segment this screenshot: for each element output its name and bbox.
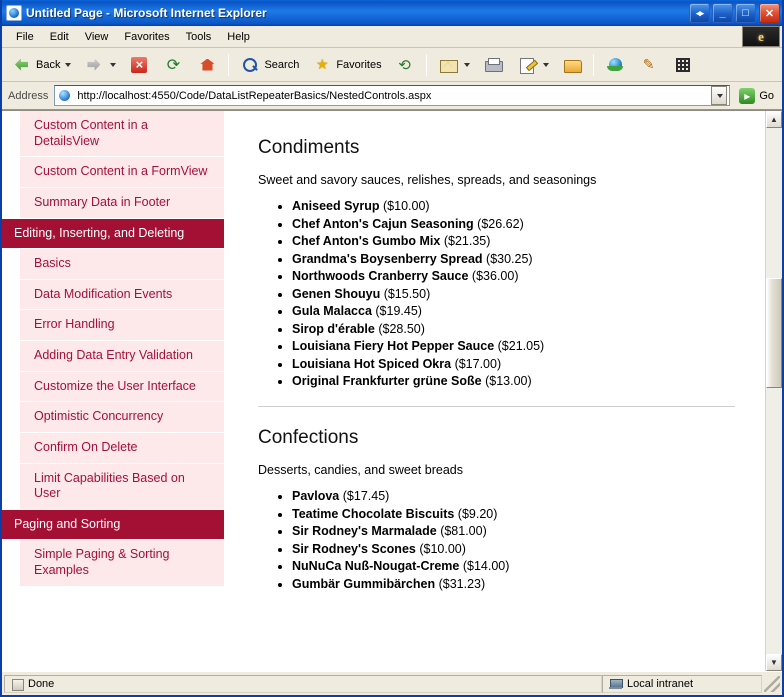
chevron-down-icon[interactable]	[65, 63, 71, 67]
mail-button[interactable]	[432, 52, 475, 78]
list-item	[292, 489, 735, 503]
history-button[interactable]	[389, 52, 421, 78]
sidebar-item-simple-paging-sorting-examples[interactable]: Simple Paging & Sorting Examples	[20, 540, 224, 586]
sidebar-item-basics[interactable]: Basics	[20, 249, 224, 280]
ie-logo-letter: e	[758, 28, 764, 44]
product-price: ($21.05)	[497, 339, 545, 353]
list-item	[292, 559, 735, 573]
chevron-down-icon[interactable]	[110, 63, 116, 67]
product-name[interactable]: Sir Rodney's Marmalade	[292, 524, 437, 538]
product-price: ($15.50)	[383, 286, 431, 301]
list-item	[292, 374, 735, 388]
scroll-up-button[interactable]: ▲	[766, 111, 782, 128]
window-title: Untitled Page - Microsoft Internet Explorer	[26, 6, 267, 20]
forward-button[interactable]	[78, 52, 121, 78]
highlight-button[interactable]	[633, 52, 665, 78]
stop-button[interactable]	[123, 52, 155, 78]
address-input[interactable]	[54, 85, 730, 106]
menu-bar	[2, 26, 782, 48]
favorites-label: Favorites	[336, 58, 382, 71]
product-list	[258, 199, 735, 388]
go-button[interactable]	[734, 85, 778, 107]
category-title: Confections	[258, 427, 359, 448]
scrollbar-track[interactable]	[766, 128, 782, 654]
product-price: ($10.00)	[383, 199, 430, 213]
maximize-button[interactable]: □	[735, 3, 756, 23]
list-item	[292, 217, 735, 231]
security-zone-pane[interactable]	[602, 675, 762, 693]
list-item	[292, 507, 735, 521]
product-name[interactable]: Sir Rodney's Scones	[292, 541, 416, 556]
back-label: Back	[36, 58, 61, 71]
sidebar-item-custom-content-formview[interactable]: Custom Content in a FormView	[20, 157, 224, 188]
status-bar	[2, 671, 782, 695]
sidebar-section-editing-inserting-deleting[interactable]: Editing, Inserting, and Deleting	[2, 219, 224, 250]
category-description: Sweet and savory sauces, relishes, spreads, and seasonings	[258, 173, 597, 187]
msn-icon	[604, 54, 626, 76]
sidebar-item-data-modification-events[interactable]: Data Modification Events	[20, 280, 224, 311]
sidebar-item-adding-data-entry-validation[interactable]: Adding Data Entry Validation	[20, 341, 224, 372]
product-name[interactable]: Teatime Chocolate Biscuits	[292, 506, 455, 521]
product-name[interactable]: Pavlova	[292, 489, 340, 503]
main-content	[224, 111, 765, 671]
product-name[interactable]: NuNuCa Nuß-Nougat-Creme	[292, 559, 460, 573]
page-icon	[11, 678, 23, 690]
product-name[interactable]: Grandma's Boysenberry Spread	[292, 251, 483, 266]
product-name[interactable]: Sirop d'érable	[292, 321, 375, 336]
menu-help[interactable]: Help	[227, 30, 250, 43]
print-button[interactable]	[477, 52, 509, 78]
list-item	[292, 339, 735, 353]
address-url-text: http://localhost:4550/Code/DataListRepeaterBasics/NestedControls.aspx	[77, 89, 432, 102]
product-name[interactable]: Genen Shouyu	[292, 286, 381, 301]
product-price: ($36.00)	[471, 269, 519, 283]
resize-grip[interactable]	[764, 676, 780, 692]
history-icon	[394, 54, 416, 76]
product-price: ($17.45)	[342, 489, 390, 503]
list-item	[292, 287, 735, 301]
print-icon	[482, 54, 504, 76]
section-divider	[258, 406, 735, 407]
go-arrow-icon	[738, 87, 756, 105]
status-text: Done	[28, 677, 55, 690]
search-icon	[239, 54, 261, 76]
list-item	[292, 542, 735, 556]
security-zone-text: Local intranet	[627, 677, 694, 690]
network-icon	[609, 677, 622, 690]
address-bar	[2, 82, 782, 110]
menu-file[interactable]: File	[16, 30, 34, 43]
category-title: Condiments	[258, 137, 360, 158]
product-name[interactable]: Aniseed Syrup	[292, 199, 380, 213]
chevron-down-icon[interactable]	[464, 63, 470, 67]
list-item	[292, 322, 735, 336]
list-item	[292, 199, 735, 213]
content-area	[2, 110, 782, 671]
edit-icon	[516, 54, 538, 76]
menu-view[interactable]: View	[84, 30, 109, 43]
product-name[interactable]: Northwoods Cranberry Sauce	[292, 269, 469, 283]
list-item	[292, 269, 735, 283]
pencil-icon	[638, 54, 660, 76]
ie-page-icon	[6, 5, 22, 21]
product-price: ($10.00)	[419, 541, 466, 556]
search-button[interactable]	[234, 52, 304, 78]
folder-icon	[561, 54, 583, 76]
toolbar-separator	[593, 54, 594, 76]
sidebar-item-limit-capabilities-based-on-user[interactable]: Limit Capabilities Based on User	[20, 464, 224, 510]
grid-icon	[672, 54, 694, 76]
minimize-button[interactable]: _	[712, 3, 733, 23]
sidebar-item-error-handling[interactable]: Error Handling	[20, 310, 224, 341]
product-price: ($30.25)	[486, 251, 533, 266]
chevron-down-icon	[717, 94, 723, 98]
sidebar-item-summary-data-footer[interactable]: Summary Data in Footer	[20, 188, 224, 219]
list-item	[292, 304, 735, 318]
toolbar-separator	[426, 54, 427, 76]
menu-tools[interactable]: Tools	[185, 30, 212, 43]
toolbar	[2, 48, 782, 82]
product-price: ($26.62)	[477, 216, 524, 231]
back-button[interactable]	[6, 52, 76, 78]
category-description: Desserts, candies, and sweet breads	[258, 463, 463, 477]
title-bar	[2, 0, 782, 26]
product-price: ($81.00)	[440, 524, 487, 538]
scroll-down-button[interactable]: ▼	[766, 654, 782, 671]
vertical-scrollbar[interactable]	[765, 111, 782, 671]
go-label: Go	[759, 89, 774, 102]
grid-button[interactable]	[667, 52, 699, 78]
category-block	[258, 137, 735, 388]
product-price: ($9.20)	[457, 506, 498, 521]
address-dropdown-button[interactable]	[711, 86, 727, 105]
product-name[interactable]: Chef Anton's Gumbo Mix	[292, 234, 441, 248]
product-name[interactable]: Louisiana Hot Spiced Okra	[292, 356, 452, 371]
toolbar-separator	[228, 54, 229, 76]
product-price: ($14.00)	[462, 559, 510, 573]
product-name[interactable]: Gumbär Gummibärchen	[292, 576, 436, 591]
sidebar-item-optimistic-concurrency[interactable]: Optimistic Concurrency	[20, 402, 224, 433]
chevron-down-icon[interactable]	[543, 63, 549, 67]
product-name[interactable]: Louisiana Fiery Hot Pepper Sauce	[292, 339, 495, 353]
back-arrow-icon	[11, 54, 33, 76]
list-item	[292, 577, 735, 591]
menu-edit[interactable]: Edit	[49, 30, 69, 43]
list-item	[292, 252, 735, 266]
window-controls	[689, 3, 780, 23]
home-button[interactable]	[191, 52, 223, 78]
messenger-button[interactable]	[599, 52, 631, 78]
list-item	[292, 234, 735, 248]
favorites-button[interactable]	[306, 52, 386, 78]
sidebar-section-paging-and-sorting[interactable]: Paging and Sorting	[2, 510, 224, 541]
address-label: Address	[8, 89, 49, 102]
product-price: ($17.00)	[454, 356, 502, 371]
forward-arrow-icon	[83, 54, 105, 76]
nav-list	[14, 111, 224, 587]
sidebar-item-confirm-on-delete[interactable]: Confirm On Delete	[20, 433, 224, 464]
category-block	[258, 427, 735, 591]
product-price: ($31.23)	[438, 576, 486, 591]
product-name[interactable]: Chef Anton's Cajun Seasoning	[292, 216, 474, 231]
product-price: ($13.00)	[485, 374, 532, 388]
status-text-pane	[4, 675, 602, 693]
star-icon	[311, 54, 333, 76]
product-name[interactable]: Original Frankfurter grüne Soße	[292, 374, 482, 388]
sidebar-item-customize-user-interface[interactable]: Customize the User Interface	[20, 372, 224, 403]
close-button[interactable]: ✕	[759, 3, 780, 23]
scrollbar-thumb[interactable]	[766, 278, 782, 388]
product-price: ($21.35)	[443, 234, 491, 248]
site-navigation	[2, 111, 224, 671]
list-item	[292, 524, 735, 538]
list-item	[292, 357, 735, 371]
product-price: ($28.50)	[378, 321, 425, 336]
refresh-button[interactable]	[157, 52, 189, 78]
edit-button[interactable]	[511, 52, 554, 78]
sidebar-item-custom-content-detailsview[interactable]: Custom Content in a DetailsView	[20, 111, 224, 157]
product-price: ($19.45)	[375, 304, 422, 318]
restore-group-button[interactable]: ◂▸	[689, 3, 710, 23]
home-icon	[196, 54, 218, 76]
refresh-icon	[162, 54, 184, 76]
stop-icon	[128, 54, 150, 76]
product-list	[258, 489, 735, 591]
mail-icon	[437, 54, 459, 76]
web-page	[2, 111, 765, 671]
ie-logo-icon	[742, 26, 780, 47]
product-name[interactable]: Gula Malacca	[292, 304, 372, 318]
discuss-button[interactable]	[556, 52, 588, 78]
search-label: Search	[264, 58, 300, 71]
page-icon	[57, 89, 73, 103]
menu-favorites[interactable]: Favorites	[124, 30, 170, 43]
